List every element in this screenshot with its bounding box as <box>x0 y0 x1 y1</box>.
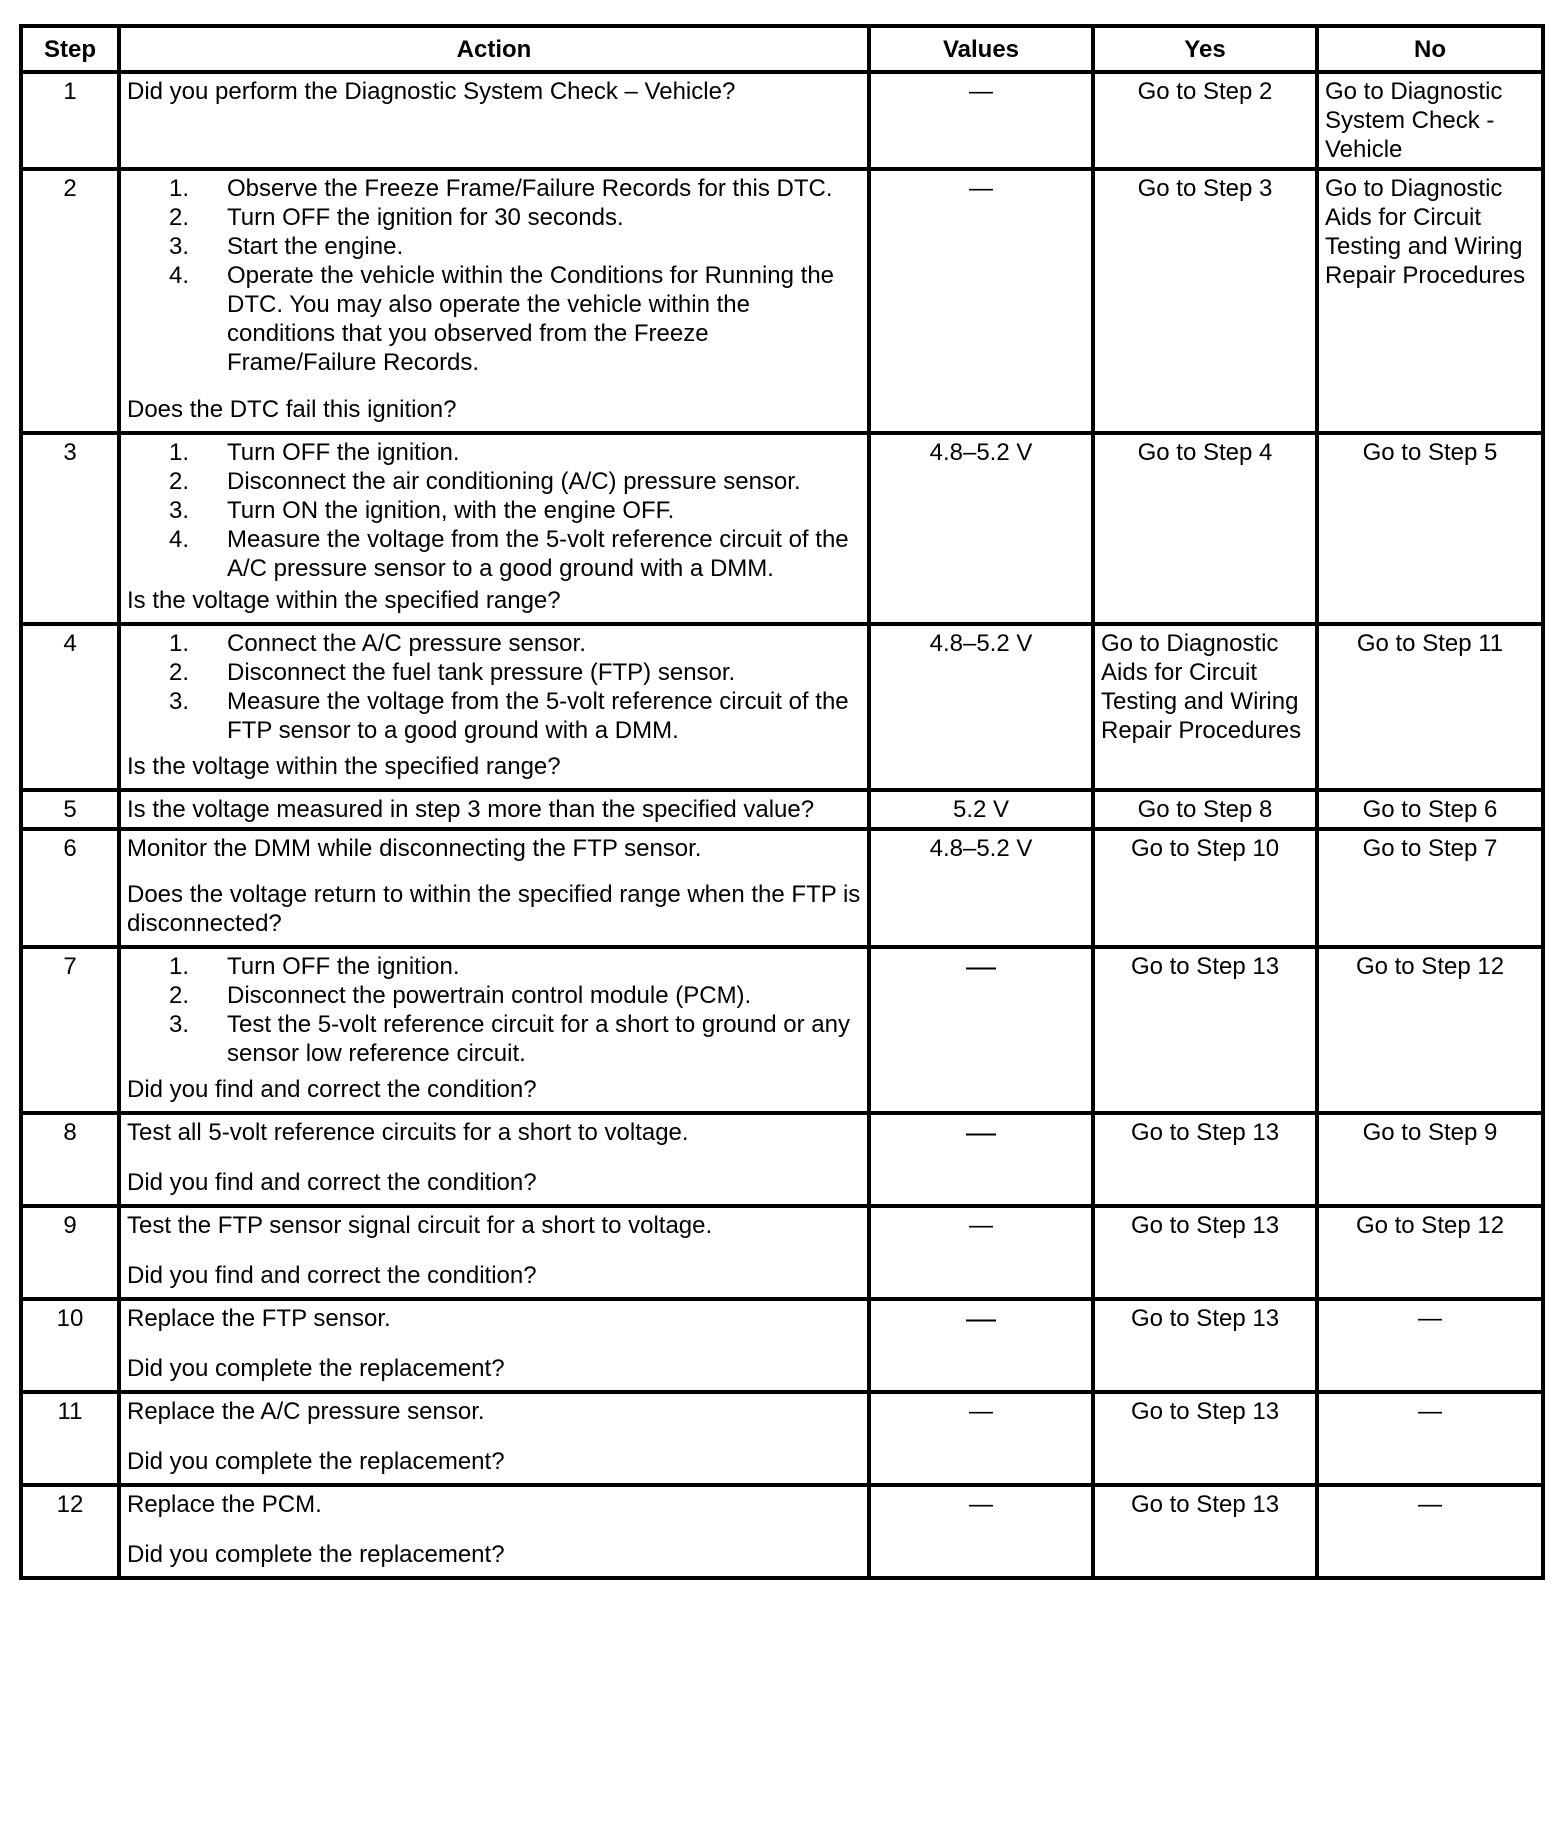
action-content <box>127 1397 861 1476</box>
no-cell: Go to Step 5 <box>1317 433 1543 624</box>
action-cell <box>119 624 869 790</box>
action-question: Does the voltage return to within the specified range when the FTP is disconnected? <box>127 881 861 937</box>
step-number: 5 <box>21 790 119 829</box>
step-number: 11 <box>21 1392 119 1485</box>
no-cell: Go to Step 12 <box>1317 1206 1543 1299</box>
action-top <box>127 438 861 583</box>
action-list <box>127 438 861 583</box>
action-question: Did you complete the replacement? <box>127 1541 505 1568</box>
action-content <box>127 77 861 147</box>
action-cell <box>119 829 869 947</box>
action-cell <box>119 1299 869 1392</box>
yes-cell: Go to Step 8 <box>1093 790 1317 829</box>
header-no: No <box>1317 26 1543 72</box>
table-body <box>21 72 1543 1578</box>
action-content <box>127 952 861 1104</box>
action-list-item: Turn OFF the ignition for 30 seconds. <box>227 204 624 231</box>
table-row <box>21 169 1543 433</box>
yes-cell: Go to Step 13 <box>1093 1392 1317 1485</box>
table-row <box>21 790 1543 829</box>
header-step: Step <box>21 26 119 72</box>
yes-cell: Go to Step 13 <box>1093 1206 1317 1299</box>
action-intro: Monitor the DMM while disconnecting the FTP sensor. <box>127 835 702 862</box>
table-row <box>21 1299 1543 1392</box>
action-list-item: Disconnect the powertrain control module (PCM). <box>227 982 752 1009</box>
values-cell: — <box>869 1206 1093 1299</box>
action-top <box>127 77 861 106</box>
values-cell: — <box>869 947 1093 1113</box>
table-row <box>21 1113 1543 1206</box>
step-number: 10 <box>21 1299 119 1392</box>
action-question: Did you find and correct the condition? <box>127 1076 537 1103</box>
header-action: Action <box>119 26 869 72</box>
action-question: Is the voltage within the specified range? <box>127 753 561 780</box>
yes-cell: Go to Step 13 <box>1093 1113 1317 1206</box>
yes-cell: Go to Step 13 <box>1093 1299 1317 1392</box>
action-top <box>127 1304 861 1333</box>
action-content <box>127 1304 861 1383</box>
action-list <box>127 174 861 377</box>
action-top <box>127 629 861 745</box>
table-row <box>21 72 1543 169</box>
values-cell: 4.8–5.2 V <box>869 433 1093 624</box>
step-number: 7 <box>21 947 119 1113</box>
yes-cell: Go to Step 3 <box>1093 169 1317 433</box>
action-cell <box>119 72 869 169</box>
action-cell <box>119 947 869 1113</box>
action-list-item: Measure the voltage from the 5-volt reference circuit of the A/C pressure sensor to a good ground with a DMM. <box>227 526 849 582</box>
no-cell: — <box>1317 1392 1543 1485</box>
no-cell: Go to Diagnostic Aids for Circuit Testing and Wiring Repair Procedures <box>1317 169 1543 433</box>
action-top <box>127 952 861 1068</box>
action-intro: Test the FTP sensor signal circuit for a short to voltage. <box>127 1212 713 1239</box>
values-cell: — <box>869 72 1093 169</box>
action-content <box>127 1490 861 1569</box>
action-list-item: Connect the A/C pressure sensor. <box>227 630 586 657</box>
yes-cell: Go to Step 13 <box>1093 947 1317 1113</box>
yes-cell: Go to Step 13 <box>1093 1485 1317 1578</box>
header-values: Values <box>869 26 1093 72</box>
action-question: Does the DTC fail this ignition? <box>127 396 457 423</box>
action-top <box>127 1118 861 1147</box>
action-question: Did you complete the replacement? <box>127 1355 505 1382</box>
action-list-item: Observe the Freeze Frame/Failure Records for this DTC. <box>227 175 833 202</box>
action-content <box>127 438 861 615</box>
action-top <box>127 1211 861 1240</box>
values-cell: — <box>869 1485 1093 1578</box>
table-row <box>21 1485 1543 1578</box>
no-cell: Go to Step 12 <box>1317 947 1543 1113</box>
action-content <box>127 1211 861 1290</box>
action-cell <box>119 1206 869 1299</box>
action-cell <box>119 1392 869 1485</box>
step-number: 8 <box>21 1113 119 1206</box>
no-cell: Go to Step 7 <box>1317 829 1543 947</box>
action-content <box>127 834 861 938</box>
action-list-item: Disconnect the fuel tank pressure (FTP) sensor. <box>227 659 736 686</box>
yes-cell: Go to Step 4 <box>1093 433 1317 624</box>
action-list-item: Start the engine. <box>227 233 404 260</box>
no-cell: — <box>1317 1299 1543 1392</box>
yes-cell: Go to Step 2 <box>1093 72 1317 169</box>
step-number: 4 <box>21 624 119 790</box>
action-intro: Replace the PCM. <box>127 1491 322 1518</box>
values-cell: — <box>869 1392 1093 1485</box>
values-cell: — <box>869 1113 1093 1206</box>
action-content <box>127 1118 861 1197</box>
action-top <box>127 174 861 377</box>
step-number: 3 <box>21 433 119 624</box>
yes-cell: Go to Diagnostic Aids for Circuit Testing and Wiring Repair Procedures <box>1093 624 1317 790</box>
table-row <box>21 829 1543 947</box>
no-cell: Go to Step 6 <box>1317 790 1543 829</box>
no-cell: — <box>1317 1485 1543 1578</box>
action-top <box>127 834 861 863</box>
no-cell: Go to Step 9 <box>1317 1113 1543 1206</box>
action-intro: Replace the A/C pressure sensor. <box>127 1398 485 1425</box>
step-number: 9 <box>21 1206 119 1299</box>
action-cell <box>119 1113 869 1206</box>
diagnostic-table <box>19 24 1545 1580</box>
action-content <box>127 795 861 824</box>
table-row <box>21 1392 1543 1485</box>
table-row <box>21 1206 1543 1299</box>
step-number: 2 <box>21 169 119 433</box>
action-intro: Replace the FTP sensor. <box>127 1305 391 1332</box>
action-cell <box>119 169 869 433</box>
values-cell: — <box>869 169 1093 433</box>
values-cell: 5.2 V <box>869 790 1093 829</box>
values-cell: — <box>869 1299 1093 1392</box>
action-question: Did you complete the replacement? <box>127 1448 505 1475</box>
table-row <box>21 947 1543 1113</box>
header-row <box>21 26 1543 72</box>
values-cell: 4.8–5.2 V <box>869 624 1093 790</box>
action-list-item: Measure the voltage from the 5-volt reference circuit of the FTP sensor to a good ground with a DMM. <box>227 688 849 744</box>
header-yes: Yes <box>1093 26 1317 72</box>
action-content <box>127 629 861 781</box>
action-list-item: Test the 5-volt reference circuit for a short to ground or any sensor low reference circuit. <box>227 1011 850 1067</box>
no-cell: Go to Diagnostic System Check - Vehicle <box>1317 72 1543 169</box>
action-question: Did you find and correct the condition? <box>127 1262 537 1289</box>
no-cell: Go to Step 11 <box>1317 624 1543 790</box>
action-content <box>127 174 861 424</box>
action-top <box>127 795 861 824</box>
yes-cell: Go to Step 10 <box>1093 829 1317 947</box>
action-cell <box>119 790 869 829</box>
action-top <box>127 1490 861 1519</box>
action-question: Is the voltage within the specified range? <box>127 587 561 614</box>
action-list <box>127 952 861 1068</box>
action-intro: Is the voltage measured in step 3 more than the specified value? <box>127 796 815 823</box>
action-cell <box>119 1485 869 1578</box>
action-intro: Test all 5-volt reference circuits for a short to voltage. <box>127 1119 689 1146</box>
step-number: 1 <box>21 72 119 169</box>
action-list-item: Disconnect the air conditioning (A/C) pressure sensor. <box>227 468 801 495</box>
table-row <box>21 624 1543 790</box>
action-list-item: Turn OFF the ignition. <box>227 953 460 980</box>
step-number: 12 <box>21 1485 119 1578</box>
table-row <box>21 433 1543 624</box>
step-number: 6 <box>21 829 119 947</box>
action-question: Did you find and correct the condition? <box>127 1169 537 1196</box>
action-list-item: Turn ON the ignition, with the engine OFF. <box>227 497 675 524</box>
action-cell <box>119 433 869 624</box>
action-list-item: Operate the vehicle within the Conditions for Running the DTC. You may also operate the vehicle within the conditions that you observed from the Freeze Frame/Failure Records. <box>227 262 835 376</box>
action-intro: Did you perform the Diagnostic System Check – Vehicle? <box>127 78 736 105</box>
values-cell: 4.8–5.2 V <box>869 829 1093 947</box>
action-top <box>127 1397 861 1426</box>
action-list <box>127 629 861 745</box>
action-list-item: Turn OFF the ignition. <box>227 439 460 466</box>
